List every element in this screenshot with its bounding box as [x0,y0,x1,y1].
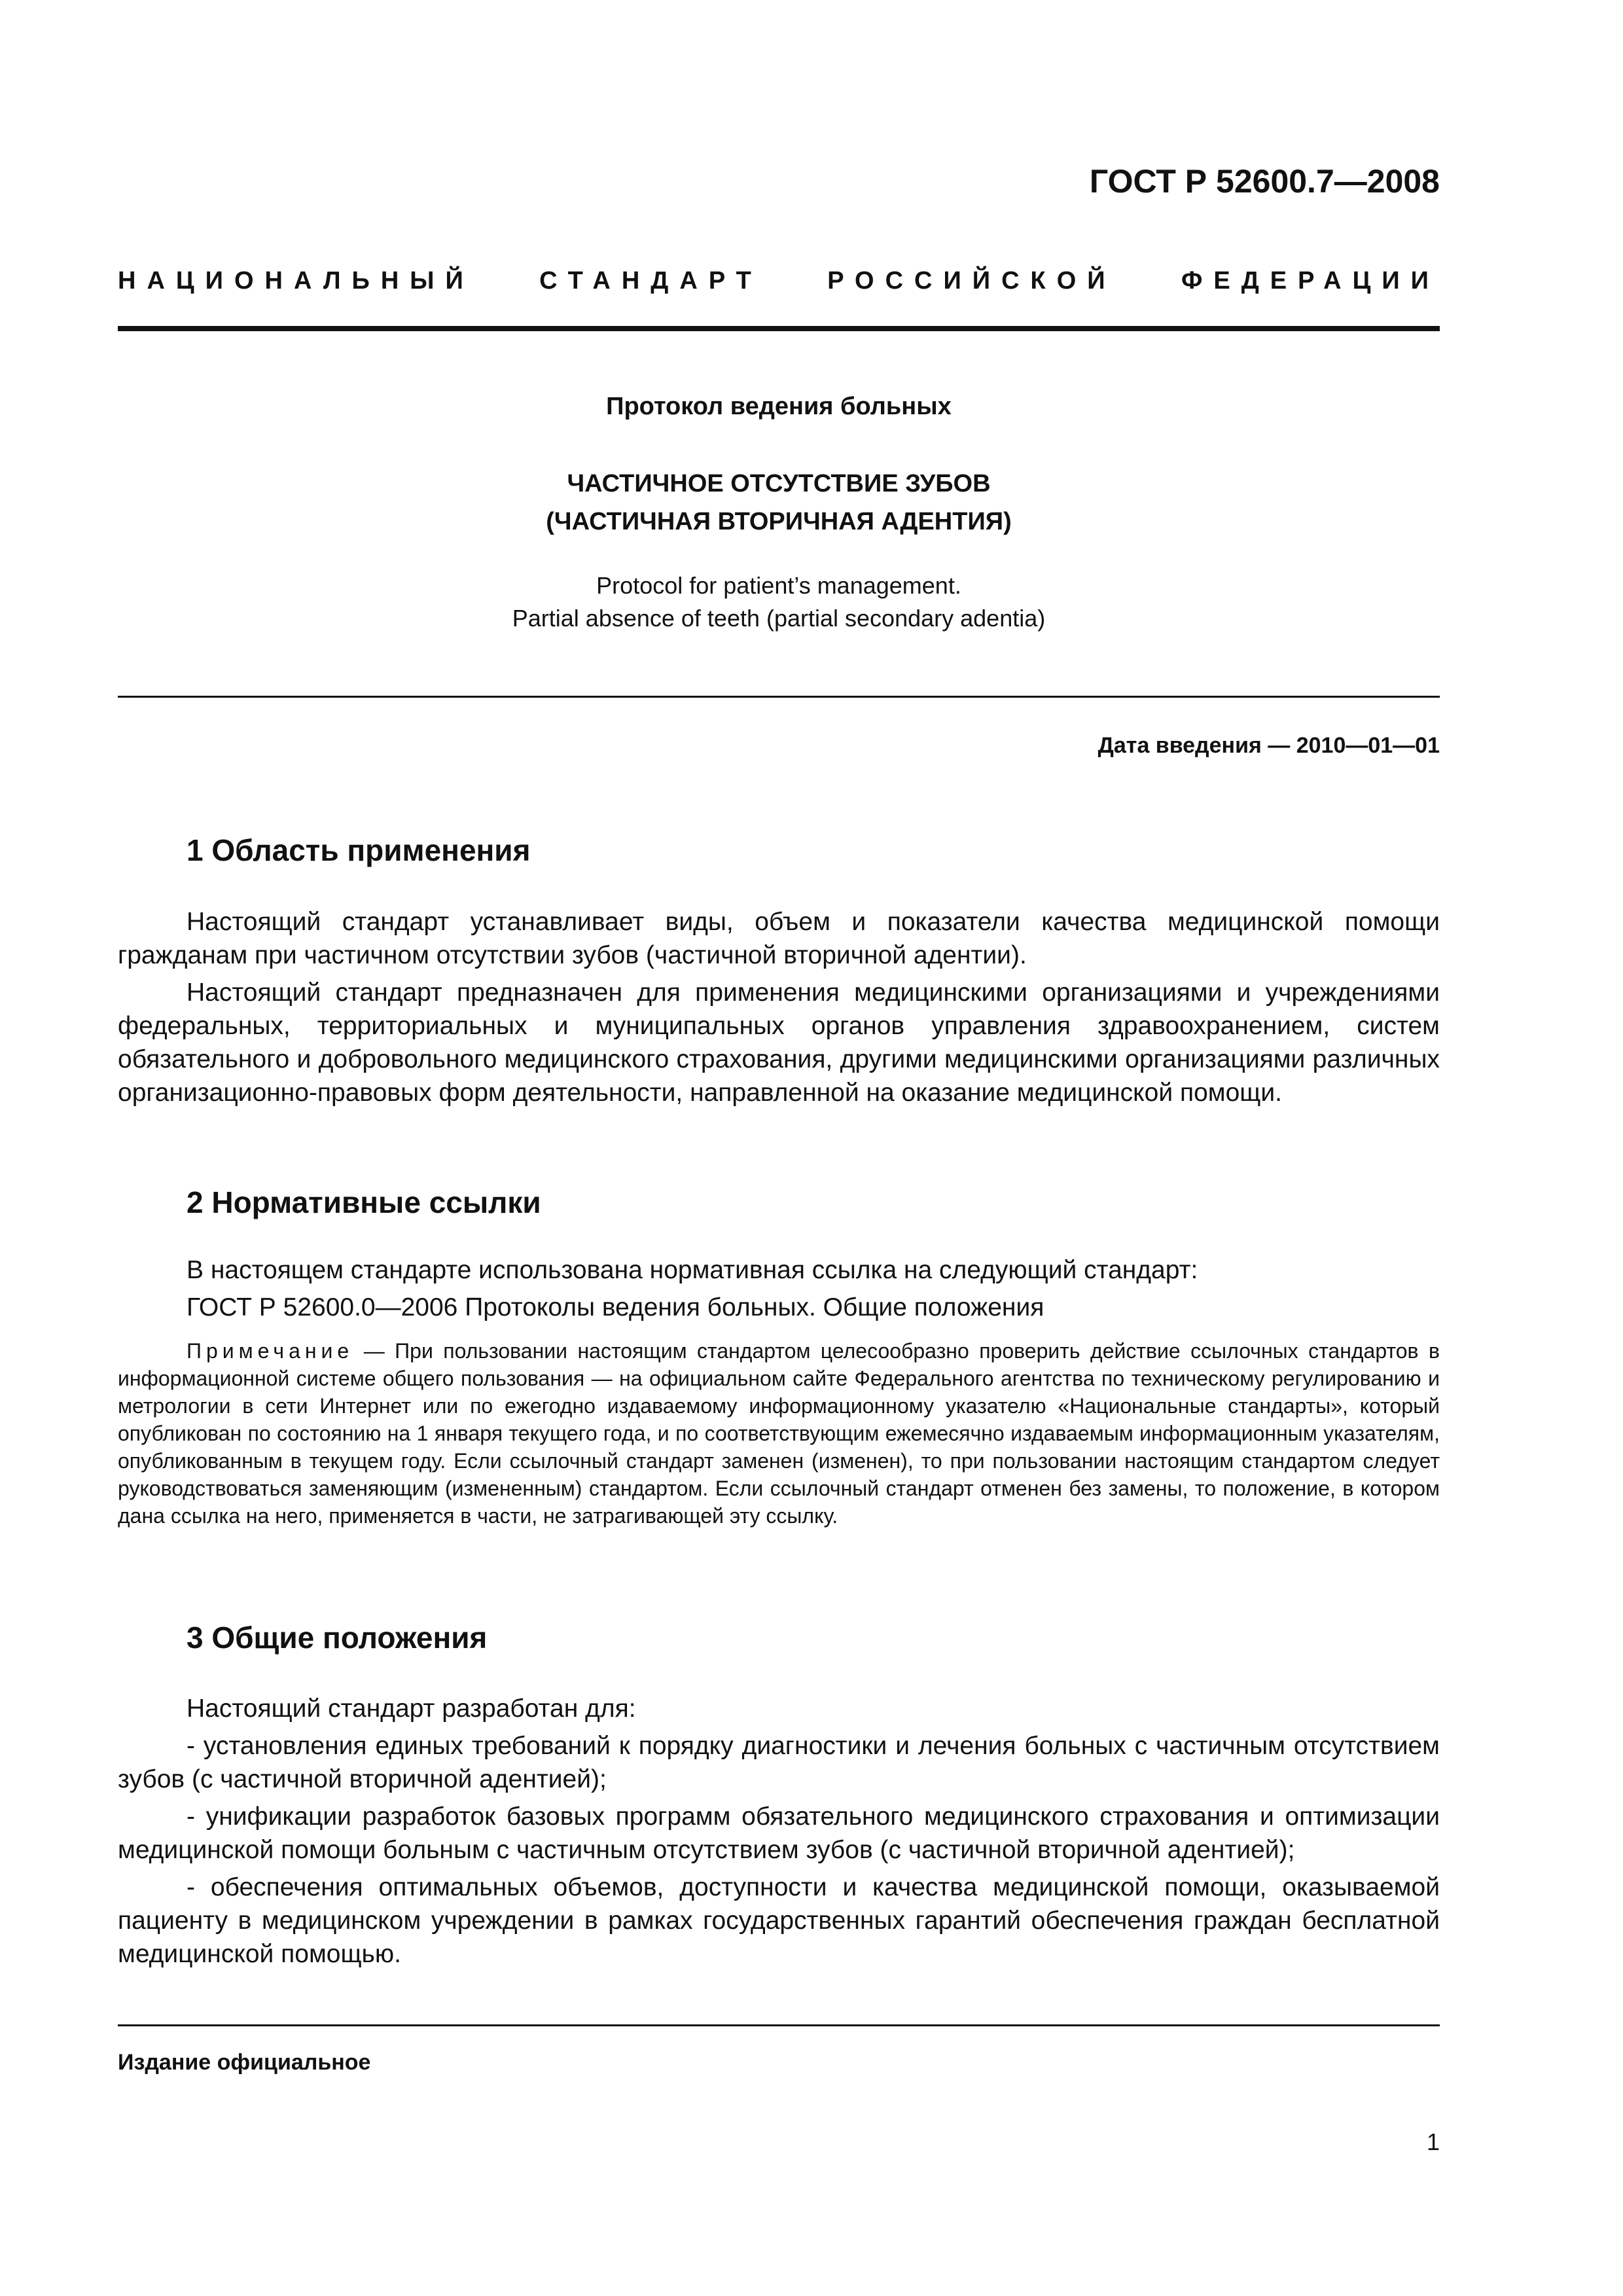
english-title-line: Protocol for patient’s management. [596,572,961,599]
title-line: ЧАСТИЧНОЕ ОТСУТСТВИЕ ЗУБОВ [567,470,991,497]
paragraph: В настоящем стандарте использована нормативная ссылка на следующий стандарт: [187,1256,1198,1284]
section-heading: 2 Нормативные ссылки [187,1185,541,1219]
section-heading: 3 Общие положения [187,1621,488,1655]
national-heading-word: СТАНДАРТ [539,267,762,295]
paragraph: Настоящий стандарт разработан для: [187,1695,636,1723]
list-item: - установления единых требований к порядку диагностики и лечения больных с частичным отсутствием зубов (с частичной вторичной адентией); [118,1732,1440,1793]
page-number: 1 [1426,2128,1440,2155]
national-heading-word: НАЦИОНАЛЬНЫЙ [118,267,474,295]
english-title-line: Partial absence of teeth (partial secondary adentia) [512,605,1046,632]
section-heading: 1 Область применения [187,833,531,867]
protocol-label: Протокол ведения больных [606,393,952,420]
national-heading-word: ФЕДЕРАЦИИ [1181,267,1440,295]
footer-divider [118,2024,1440,2026]
national-standard-heading [118,267,1440,295]
list-item: - унификации разработок базовых программ обязательного медицинского страхования и оптимизации медицинской помощи больным с частичным отсутствием зубов (с частичной вторичной адентией); [118,1803,1440,1864]
header-divider [118,326,1440,331]
edition-label: Издание официальное [118,2050,371,2075]
list-item: - обеспечения оптимальных объемов, доступности и качества медицинской помощи, оказываемой пациенту в медицинском учреждении в рамках государственных гарантий обеспечения граждан бесплатной медицинской помощью. [118,1873,1440,1968]
section-body [118,905,1440,1113]
document-title [118,465,1440,541]
national-heading-word: РОССИЙСКОЙ [827,267,1116,295]
reference-item: ГОСТ Р 52600.0—2006 Протоколы ведения больных. Общие положения [187,1293,1044,1321]
introduction-date: Дата введения — 2010—01—01 [1097,733,1440,758]
paragraph: Настоящий стандарт предназначен для применения медицинскими организациями и учреждениями федеральных, территориальных и муниципальных органов управления здравоохранением, систем обязательного и добровольного медицинского страхования, другими медицинскими организациями различных организационно-правовых форм деятельности, направленной на оказание медицинской помощи. [118,978,1440,1107]
note-label: Примечание [187,1339,354,1363]
paragraph: Настоящий стандарт устанавливает виды, объем и показатели качества медицинской помощи гражданам при частичном отсутствии зубов (частичной вторичной адентии). [118,908,1440,969]
section-body [118,1692,1440,1975]
note-text: — При пользовании настоящим стандартом целесообразно проверить действие ссылочных стандартов в информационной системе общего пользования — на официальном сайте Федерального агентства по техническому регулированию и метрологии в сети Интернет или по ежегодно издаваемому информационному указателю «Национальные стандарты», который опубликован по состоянию на 1 января текущего года, и по соответствующим ежемесячно издаваемым информационным указателям, опубликованным в текущем году. Если ссылочный стандарт заменен (изменен), то при пользовании настоящим стандартом следует руководствоваться заменяющим (измененным) стандартом. Если ссылочный стандарт отменен без замены, то положение, в котором дана ссылка на него, применяется в части, не затрагивающей эту ссылку. [118,1339,1440,1528]
english-title [118,569,1440,635]
note-block [118,1337,1440,1530]
note-paragraph [118,1337,1440,1530]
title-divider [118,696,1440,698]
standard-designation: ГОСТ Р 52600.7—2008 [1089,163,1440,200]
section-body [118,1253,1440,1328]
title-line: (ЧАСТИЧНАЯ ВТОРИЧНАЯ АДЕНТИЯ) [546,508,1012,535]
